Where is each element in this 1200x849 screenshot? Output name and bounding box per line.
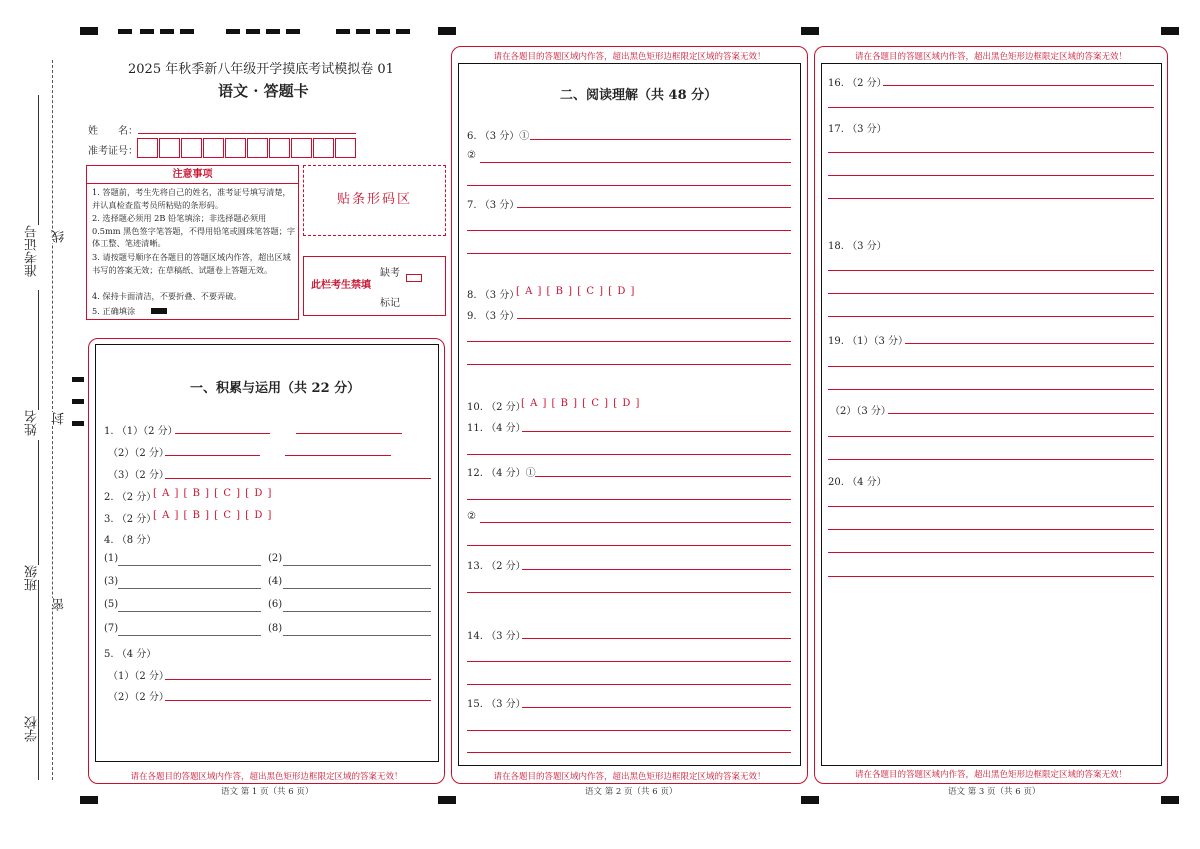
- id-digit-box[interactable]: [225, 138, 246, 158]
- section-title-1: 一、积累与运用（共 22 分）: [190, 381, 361, 396]
- page-footer: 语文 第 1 页（共 6 页）: [221, 787, 314, 797]
- position-mark: [286, 29, 300, 34]
- id-label: 准考证号：: [88, 146, 138, 157]
- absent-mark-top: 缺考: [380, 268, 400, 279]
- answer-line[interactable]: [480, 162, 791, 163]
- position-mark: [356, 29, 370, 34]
- binding-class-line: [38, 440, 39, 565]
- question-label: 1. （1）（2 分）: [104, 426, 178, 437]
- answer-line[interactable]: [283, 635, 431, 636]
- sub-item-label: (4): [268, 576, 283, 587]
- region-warning: 请在各题目的答题区域内作答，超出黑色矩形边框限定区域的答案无效！: [854, 770, 1127, 780]
- answer-line[interactable]: [828, 107, 1154, 108]
- answer-line[interactable]: [165, 679, 431, 680]
- id-digit-box[interactable]: [269, 138, 290, 158]
- question-label: 6. （3 分）①: [467, 131, 530, 142]
- position-mark: [72, 399, 84, 404]
- question-label: 10. （2 分）: [467, 402, 526, 413]
- question-label: 15. （3 分）: [467, 699, 526, 710]
- question-label: 11. （4 分）: [467, 423, 526, 434]
- question-label: 5. （4 分）: [104, 649, 157, 660]
- answer-line[interactable]: [467, 592, 791, 593]
- binding-mi-label: 密: [52, 598, 67, 611]
- page-footer: 语文 第 3 页（共 6 页）: [948, 787, 1041, 797]
- position-mark: [118, 29, 132, 34]
- answer-line[interactable]: [118, 565, 261, 566]
- question-label: ②: [467, 511, 476, 522]
- notice-item: 3. 请按题号顺序在各题目的答题区域内作答，超出区域书写的答案无效；在草稿纸、试题卷上答题无效。: [92, 252, 291, 275]
- region-warning: 请在各题目的答题区域内作答，超出黑色矩形边框限定区域的答案无效！: [854, 52, 1127, 62]
- id-digit-box[interactable]: [313, 138, 334, 158]
- region-warning: 请在各题目的答题区域内作答，超出黑色矩形边框限定区域的答案无效！: [130, 772, 403, 782]
- position-mark: [226, 29, 240, 34]
- answer-line[interactable]: [467, 341, 791, 342]
- question-label: ②: [467, 150, 476, 161]
- id-digit-box[interactable]: [137, 138, 158, 158]
- answer-line[interactable]: [467, 454, 791, 455]
- answer-line[interactable]: [118, 611, 261, 612]
- answer-line[interactable]: [828, 152, 1154, 153]
- position-mark: [246, 29, 260, 34]
- position-mark: [266, 29, 280, 34]
- position-mark: [1161, 27, 1179, 35]
- answer-line[interactable]: [467, 752, 791, 753]
- notice-title: 注意事项: [87, 166, 298, 184]
- question-label: 14. （3 分）: [467, 631, 526, 642]
- sub-item-label: (8): [268, 623, 283, 634]
- question-label: 13. （2 分）: [467, 561, 526, 572]
- answer-line[interactable]: [467, 185, 791, 186]
- question-label: （2）（2 分）: [108, 692, 169, 703]
- choice-options[interactable]: [ A ] [ B ] [ C ] [ D ]: [153, 510, 273, 521]
- answer-line[interactable]: [828, 506, 1154, 507]
- answer-line[interactable]: [828, 270, 1154, 271]
- binding-class-label: 班级: [25, 565, 40, 591]
- fill-example-mark: [151, 308, 167, 314]
- sub-item-label: (1): [104, 553, 119, 564]
- answer-line[interactable]: [285, 455, 391, 456]
- question-label: 9. （3 分）: [467, 311, 520, 322]
- answer-line[interactable]: [283, 588, 431, 589]
- binding-xian-label: 线: [52, 230, 67, 243]
- question-label: 3. （2 分）: [104, 514, 157, 525]
- answer-line[interactable]: [522, 431, 791, 432]
- answer-line[interactable]: [828, 459, 1154, 460]
- binding-feng-label: 封: [52, 412, 67, 425]
- page-footer: 语文 第 2 页（共 6 页）: [585, 787, 678, 797]
- question-label: 20. （4 分）: [828, 477, 887, 488]
- position-mark: [1161, 796, 1179, 804]
- answer-line[interactable]: [530, 139, 791, 140]
- position-mark: [396, 29, 410, 34]
- binding-id-label: 准考证号: [25, 225, 40, 277]
- position-mark: [801, 796, 819, 804]
- answer-line[interactable]: [296, 433, 402, 434]
- answer-line[interactable]: [535, 476, 791, 477]
- answer-line[interactable]: [828, 576, 1154, 577]
- question-label: 16. （2 分）: [828, 78, 887, 89]
- answer-line[interactable]: [517, 318, 791, 319]
- answer-line[interactable]: [467, 545, 791, 546]
- notice-item: 5. 正确填涂: [92, 306, 136, 316]
- name-field[interactable]: [138, 133, 356, 134]
- answer-line[interactable]: [467, 730, 791, 731]
- absent-mark-bottom: 标记: [380, 298, 400, 309]
- binding-id-line: [38, 95, 39, 225]
- choice-options[interactable]: [ A ] [ B ] [ C ] [ D ]: [153, 488, 273, 499]
- notice-item: 2. 选择题必须用 2B 铅笔填涂；非选择题必须用 0.5mm 黑色签字笔答题，不得用铅笔或圆珠笔答题；字体工整、笔迹清晰。: [92, 213, 296, 248]
- answer-line[interactable]: [467, 499, 791, 500]
- answer-line[interactable]: [828, 175, 1154, 176]
- section-title-2: 二、阅读理解（共 48 分）: [560, 88, 718, 103]
- question-label: 17. （3 分）: [828, 124, 887, 135]
- name-label: 姓 名：: [88, 126, 138, 137]
- answer-line[interactable]: [828, 366, 1154, 367]
- id-digit-box[interactable]: [181, 138, 202, 158]
- choice-options[interactable]: [ A ] [ B ] [ C ] [ D ]: [521, 398, 641, 409]
- answer-line[interactable]: [883, 85, 1154, 86]
- answer-line[interactable]: [283, 611, 431, 612]
- answer-line[interactable]: [165, 700, 431, 701]
- question-label: 7. （3 分）: [467, 200, 520, 211]
- position-mark: [160, 29, 174, 34]
- question-label: 4. （8 分）: [104, 535, 157, 546]
- answer-line[interactable]: [828, 436, 1154, 437]
- answer-line[interactable]: [467, 684, 791, 685]
- question-label: 18. （3 分）: [828, 241, 887, 252]
- position-mark: [801, 27, 819, 35]
- question-label: 12. （4 分）①: [467, 468, 536, 479]
- position-mark: [438, 27, 456, 35]
- sub-item-label: (7): [104, 623, 119, 634]
- binding-name-line: [38, 290, 39, 410]
- answer-line[interactable]: [905, 343, 1154, 344]
- notice-item: 4. 保持卡面清洁，不要折叠、不要弄破。: [92, 291, 242, 301]
- answer-line[interactable]: [522, 707, 791, 708]
- binding-name-label: 姓名: [25, 410, 40, 436]
- region-warning: 请在各题目的答题区域内作答，超出黑色矩形边框限定区域的答案无效！: [493, 772, 766, 782]
- question-label: （2）（2 分）: [108, 448, 169, 459]
- answer-line[interactable]: [828, 293, 1154, 294]
- id-digit-box[interactable]: [159, 138, 180, 158]
- answer-line[interactable]: [828, 552, 1154, 553]
- answer-line[interactable]: [517, 207, 791, 208]
- absent-forbidden-label: 此栏考生禁填: [311, 280, 371, 291]
- sub-item-label: (3): [104, 576, 119, 587]
- position-mark: [336, 29, 350, 34]
- position-mark: [180, 29, 194, 34]
- id-digit-box[interactable]: [203, 138, 224, 158]
- answer-line[interactable]: [828, 389, 1154, 390]
- answer-line[interactable]: [480, 522, 791, 523]
- sub-item-label: (5): [104, 599, 119, 610]
- question-label: 2. （2 分）: [104, 492, 157, 503]
- binding-school-label: 学校: [25, 716, 40, 742]
- position-mark: [376, 29, 390, 34]
- binding-school-line: [38, 580, 39, 780]
- question-label: 8. （3 分）: [467, 290, 520, 301]
- answer-line[interactable]: [888, 413, 1154, 414]
- sub-item-label: (2): [268, 553, 283, 564]
- question-label: （1）（2 分）: [108, 671, 169, 682]
- id-digit-box[interactable]: [247, 138, 268, 158]
- id-digit-box[interactable]: [335, 138, 356, 158]
- question-label: （2）（3 分）: [830, 406, 891, 417]
- notice-item: 1. 答题前，考生先将自己的姓名，准考证号填写清楚，并认真检查监考员所粘贴的条形码。: [92, 187, 291, 210]
- answer-line[interactable]: [165, 455, 260, 456]
- answer-line[interactable]: [467, 364, 791, 365]
- id-digit-box[interactable]: [291, 138, 312, 158]
- answer-line[interactable]: [467, 253, 791, 254]
- position-mark: [438, 796, 456, 804]
- sub-item-label: (6): [268, 599, 283, 610]
- region-warning: 请在各题目的答题区域内作答，超出黑色矩形边框限定区域的答案无效！: [493, 52, 766, 62]
- answer-line[interactable]: [828, 316, 1154, 317]
- answer-line[interactable]: [165, 478, 431, 479]
- question-label: 19. （1）（3 分）: [828, 336, 908, 347]
- answer-line[interactable]: [828, 198, 1154, 199]
- answer-line[interactable]: [283, 565, 431, 566]
- answer-line[interactable]: [118, 588, 261, 589]
- answer-line[interactable]: [522, 638, 791, 639]
- position-mark: [80, 796, 98, 804]
- answer-line[interactable]: [118, 635, 261, 636]
- position-mark: [72, 421, 84, 426]
- answer-line[interactable]: [467, 661, 791, 662]
- choice-options[interactable]: [ A ] [ B ] [ C ] [ D ]: [516, 286, 636, 297]
- answer-card-subtitle: 语文 · 答题卡: [218, 82, 309, 100]
- position-mark: [72, 377, 84, 382]
- answer-line[interactable]: [467, 230, 791, 231]
- answer-line[interactable]: [828, 529, 1154, 530]
- answer-line[interactable]: [522, 569, 791, 570]
- barcode-label: 贴条形码区: [336, 192, 412, 207]
- notice-box: [86, 165, 299, 320]
- answer-line[interactable]: [175, 433, 270, 434]
- exam-title: 2025 年秋季新八年级开学摸底考试模拟卷 01: [128, 62, 394, 77]
- absent-checkbox[interactable]: [406, 274, 422, 282]
- position-mark: [80, 27, 98, 35]
- question-label: （3）（2 分）: [108, 470, 169, 481]
- position-mark: [140, 29, 154, 34]
